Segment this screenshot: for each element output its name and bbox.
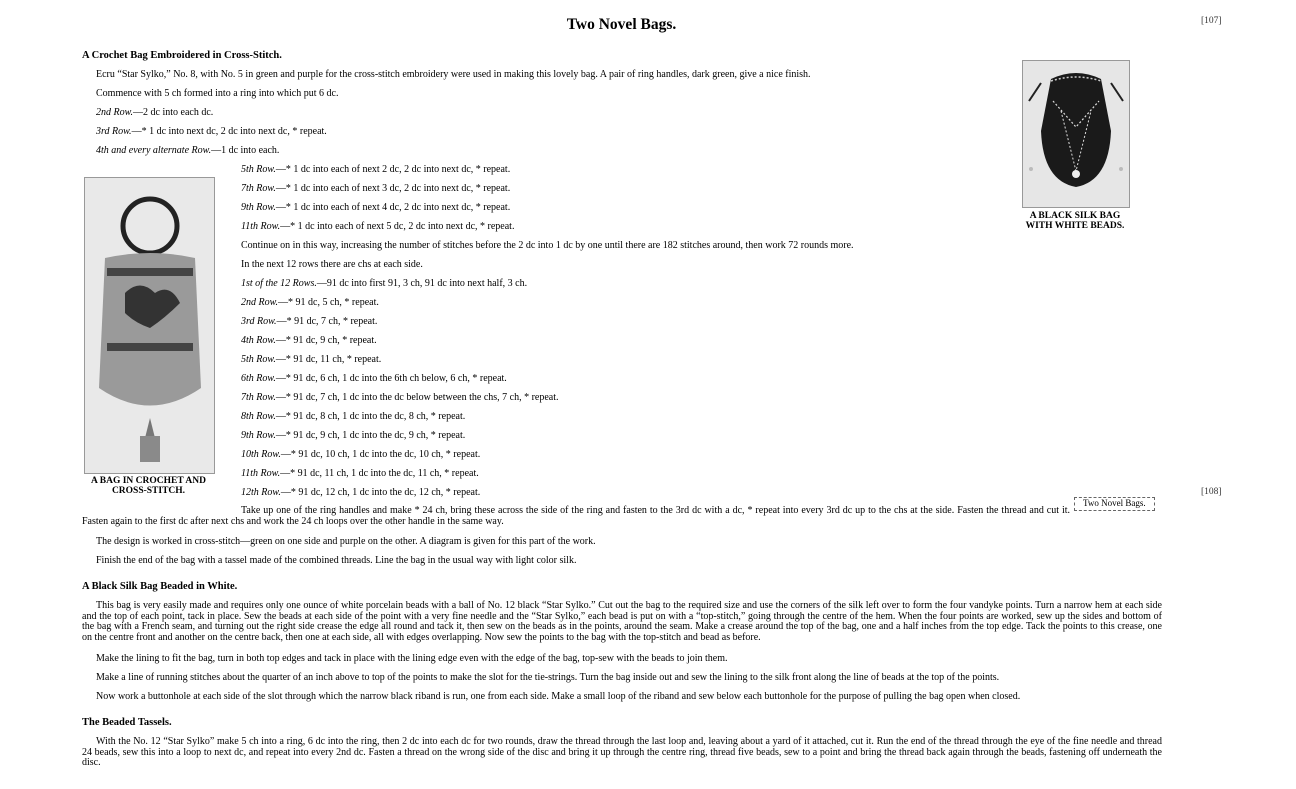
- row-instruction: [241, 487, 480, 498]
- paragraph-finish: Finish the end of the bag with a tassel made of the combined threads. Line the bag in the usual way with light color silk.: [96, 555, 577, 566]
- row-instruction: [241, 164, 510, 175]
- row-text: —* 1 dc into next dc, 2 dc into next dc, * repeat.: [131, 126, 327, 137]
- row-text: —* 91 dc, 10 ch, 1 dc into the dc, 10 ch, * repeat.: [280, 449, 481, 460]
- row-instruction: [241, 392, 559, 403]
- row-label: 8th Row.: [241, 411, 276, 422]
- black-silk-bag-image: [1022, 60, 1130, 208]
- row-label: 2nd Row.: [241, 297, 279, 308]
- page-number-mid[interactable]: [108]: [1201, 487, 1222, 497]
- row-instruction: [241, 430, 465, 441]
- row-text: —* 1 dc into each of next 5 dc, 2 dc into next dc, * repeat.: [280, 221, 515, 232]
- paragraph-next-12-rows: In the next 12 rows there are chs at each side.: [241, 259, 423, 270]
- paragraph-design: The design is worked in cross-stitch—green on one side and purple on the other. A diagram is given for this part of the work.: [96, 536, 596, 547]
- row-text: —* 91 dc, 9 ch, * repeat.: [275, 335, 377, 346]
- row-text: —* 91 dc, 5 ch, * repeat.: [278, 297, 379, 308]
- row-text: —* 91 dc, 7 ch, * repeat.: [276, 316, 378, 327]
- paragraph-commence: Commence with 5 ch formed into a ring into which put 6 dc.: [96, 88, 339, 99]
- row-instruction: [96, 126, 327, 137]
- row-label: 10th Row.: [241, 449, 281, 460]
- row-label: 11th Row.: [241, 221, 281, 232]
- row-text: —* 91 dc, 6 ch, 1 dc into the 6th ch below, 6 ch, * repeat.: [275, 373, 507, 384]
- paragraph-black-bag-2: Make the lining to fit the bag, turn in both top edges and tack in place with the lining edge even with the edge of the bag, top-sew with the beads to join them.: [96, 653, 728, 664]
- paragraph-black-bag-1: This bag is very easily made and requires only one ounce of white porcelain beads with a ball of No. 12 black “Star Sylko.” Cut out the bag to the required size and use the corners of the silk left over to form the four vandyke points. Turn a narrow hem at each side and the top of each point, tack in place. Sew the beads at each side of the point with a very fine needle and the “Star Sylko,” each bead is put on with a “top-stitch,” going through the centre of the hem. When the four points are worked, sew up the sides and bottom of the bag with a French seam, and turning out the right side crease the edge all round and tack it, then sew on the beads as in the points, around the seam. Make a crease around the top of the bag, one and a half inches from the top edge. Tack the points to this crease, one on the centre front and another on the centre back, then one at each side, all with edges overlapping. Now sew the points to the bag with the top-stitch and bead as before.: [82, 600, 1162, 643]
- crochet-bag-image: [84, 177, 215, 474]
- row-text: —* 91 dc, 7 ch, 1 dc into the dc below between the chs, 7 ch, * repeat.: [275, 392, 559, 403]
- row-label: 5th Row.: [241, 354, 276, 365]
- row-label: 7th Row.: [241, 183, 276, 194]
- black-silk-bag-caption: A BLACK SILK BAG WITH WHITE BEADS.: [1025, 211, 1125, 232]
- row-text: —* 91 dc, 11 ch, * repeat.: [275, 354, 382, 365]
- row-instruction: [96, 107, 213, 118]
- row-instruction: [241, 373, 507, 384]
- row-instruction: [241, 202, 510, 213]
- row-instruction: [241, 316, 377, 327]
- row-instruction: [241, 354, 381, 365]
- row-text: —* 1 dc into each of next 2 dc, 2 dc into next dc, * repeat.: [275, 164, 511, 175]
- section-heading-crochet-bag: A Crochet Bag Embroidered in Cross-Stitch.: [82, 50, 282, 61]
- row-text: —* 91 dc, 12 ch, 1 dc into the dc, 12 ch, * repeat.: [280, 487, 481, 498]
- row-text: —* 91 dc, 8 ch, 1 dc into the dc, 8 ch, * repeat.: [275, 411, 466, 422]
- paragraph-black-bag-3: Make a line of running stitches about the quarter of an inch above to top of the points to make the slot for the tie-strings. Turn the bag inside out and sew the lining to the silk front along the line of beads at the top of the points.: [96, 672, 1000, 683]
- paragraph-tassels: With the No. 12 “Star Sylko” make 5 ch into a ring, 6 dc into the ring, then 2 dc into each dc for two rounds, draw the thread through the last loop and, leaving about a yard of it attached, cut it. Run the end of the thread through the eye of the fine needle and thread 24 beads, sew this into a loop to next dc, and repeat into every 2nd dc. Fasten a thread on the wrong side of the disc and bring it up through the centre ring, thread five beads, sew to a point and bring the thread back again through the beads, fastening off underneath the disc.: [82, 736, 1162, 768]
- paragraph-black-bag-4: Now work a buttonhole at each side of the slot through which the narrow black riband is run, one from each side. Make a small loop of the riband and sew below each buttonhole for the purpose of pulling the bag open when closed.: [96, 691, 1021, 702]
- row-label: 12th Row.: [241, 487, 281, 498]
- row-label: 11th Row.: [241, 468, 281, 479]
- row-instruction: [96, 145, 279, 156]
- row-label: 1st of the 12 Rows.: [241, 278, 317, 289]
- page-title: Two Novel Bags.: [566, 16, 677, 33]
- paragraph-handles: Take up one of the ring handles and make * 24 ch, bring these across the side of the ring and fasten to the 3rd dc with a dc, * repeat into every 3rd dc up to the chs at the side. Fasten the thread and cut it. Fasten again to the first dc after next chs and work the 24 ch loops over the other handle in the same way.: [82, 505, 1070, 527]
- row-instruction: [241, 278, 527, 289]
- row-text: —* 1 dc into each of next 4 dc, 2 dc into next dc, * repeat.: [275, 202, 511, 213]
- row-label: 3rd Row.: [241, 316, 277, 327]
- row-label: 9th Row.: [241, 430, 276, 441]
- row-text: —91 dc into first 91, 3 ch, 91 dc into next half, 3 ch.: [316, 278, 528, 289]
- row-label: 2nd Row.: [96, 107, 134, 118]
- row-text: —2 dc into each dc.: [133, 107, 214, 118]
- row-label: 9th Row.: [241, 202, 276, 213]
- row-text: —* 1 dc into each of next 3 dc, 2 dc into next dc, * repeat.: [275, 183, 511, 194]
- row-text: —* 91 dc, 9 ch, 1 dc into the dc, 9 ch, * repeat.: [275, 430, 466, 441]
- row-instruction: [241, 221, 514, 232]
- row-label: 3rd Row.: [96, 126, 132, 137]
- row-text: —1 dc into each.: [211, 145, 280, 156]
- section-heading-black-silk-bag: A Black Silk Bag Beaded in White.: [82, 581, 238, 592]
- black-silk-bag-illustration: [1023, 61, 1129, 207]
- row-instruction: [241, 183, 510, 194]
- row-instruction: [241, 297, 379, 308]
- row-text: —* 91 dc, 11 ch, 1 dc into the dc, 11 ch, * repeat.: [280, 468, 479, 479]
- row-instruction: [241, 468, 479, 479]
- row-label: 6th Row.: [241, 373, 276, 384]
- row-instruction: [241, 335, 377, 346]
- paragraph-continue: Continue on in this way, increasing the number of stitches before the 2 dc into 1 dc by one until there are 182 stitches around, then work 72 rounds more.: [241, 240, 854, 251]
- row-label: 4th and every alternate Row.: [96, 145, 212, 156]
- paragraph-intro: Ecru “Star Sylko,” No. 8, with No. 5 in green and purple for the cross-stitch embroidery were used in making this lovely bag. A pair of ring handles, dark green, give a nice finish.: [96, 69, 811, 80]
- row-label: 4th Row.: [241, 335, 276, 346]
- crochet-bag-caption: A BAG IN CROCHET AND CROSS-STITCH.: [91, 476, 206, 497]
- row-label: 7th Row.: [241, 392, 276, 403]
- crochet-bag-illustration: [85, 178, 214, 473]
- section-heading-beaded-tassels: The Beaded Tassels.: [82, 717, 172, 728]
- row-instruction: [241, 449, 480, 460]
- row-instruction: [241, 411, 465, 422]
- page-number-top[interactable]: [107]: [1201, 16, 1222, 26]
- sidenote-link[interactable]: Two Novel Bags.: [1074, 497, 1155, 511]
- row-label: 5th Row.: [241, 164, 276, 175]
